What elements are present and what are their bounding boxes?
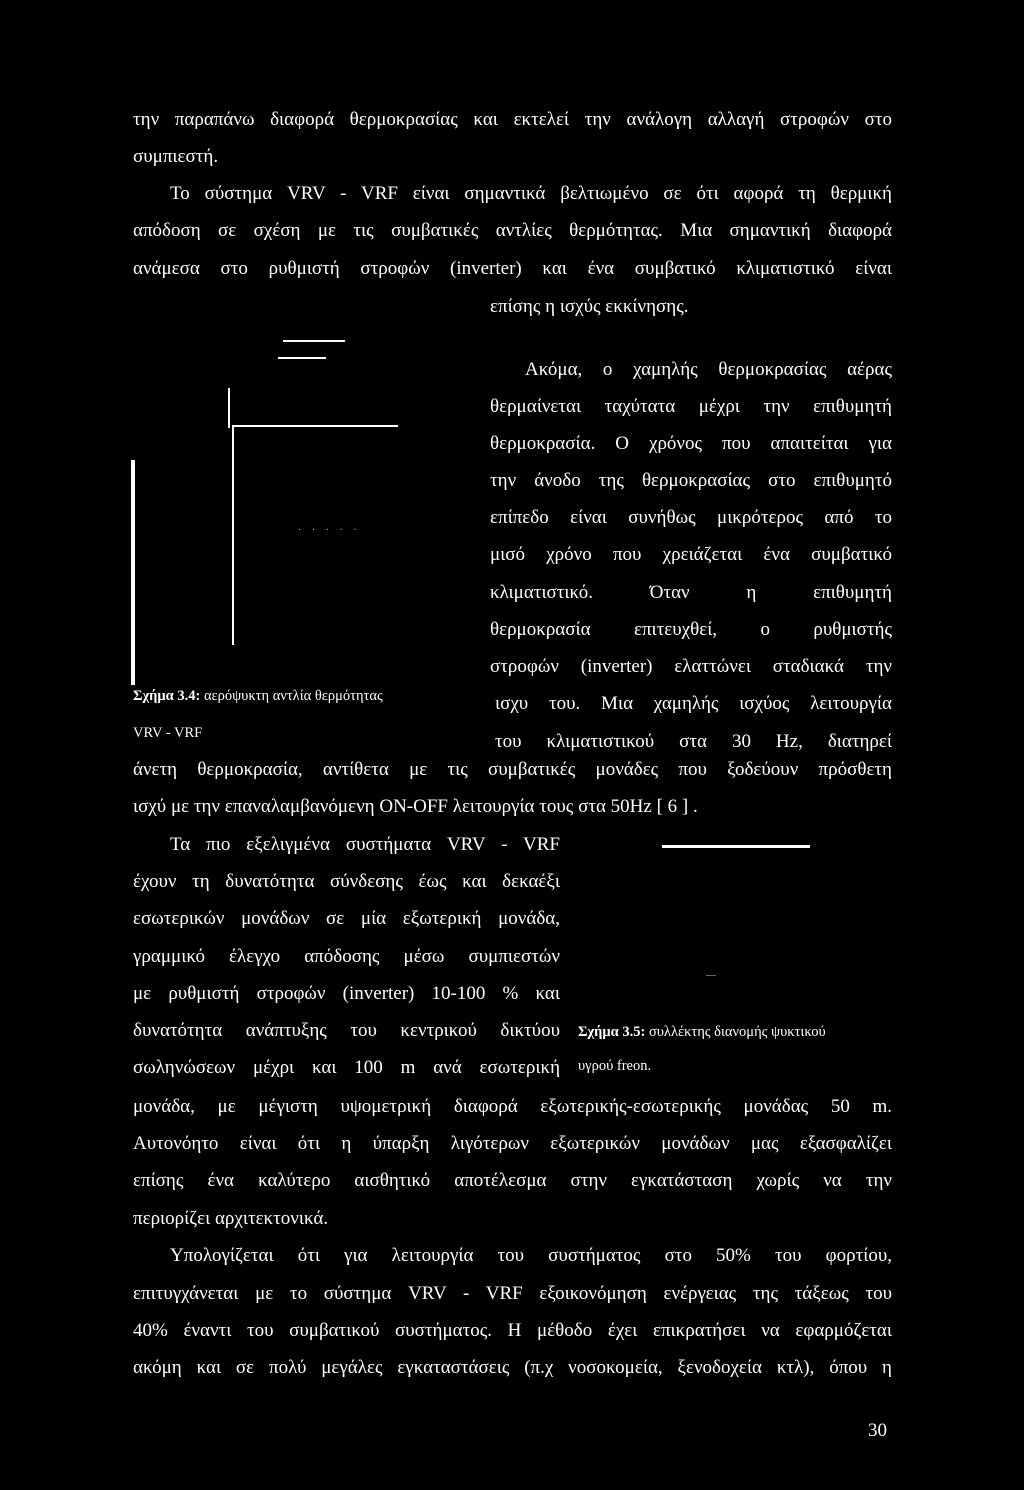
figure-label: Σχήμα 3.4: — [133, 688, 201, 704]
text-line: μισό χρόνο που χρειάζεται ένα συμβατικό — [490, 544, 892, 565]
figure-line — [232, 425, 234, 645]
text-line: Αυτονόητο είναι ότι η ύπαρξη λιγότερων εξωτερικών μονάδων μας εξασφαλίζει — [133, 1133, 892, 1154]
figure-3-4-caption — [133, 684, 383, 708]
figure-line — [283, 340, 345, 342]
figure-dots: · · · · · — [298, 525, 361, 536]
text-line: περιορίζει αρχιτεκτονικά. — [133, 1208, 329, 1229]
figure-line — [228, 388, 230, 428]
figure-dots: — — [706, 970, 717, 981]
text-line: σωληνώσεων μέχρι και 100 m ανά εσωτερική — [133, 1057, 560, 1078]
text-line: με ρυθμιστή στροφών (inverter) 10-100 % και — [133, 983, 560, 1004]
text-line: ισχυ του. Μια χαμηλής ισχύος λειτουργία — [495, 693, 892, 714]
text-line: επίσης η ισχύς εκκίνησης. — [490, 296, 689, 317]
text-line: στροφών (inverter) ελαττώνει σταδιακά την — [490, 656, 892, 677]
text-line: άνετη θερμοκρασία, αντίθετα με τις συμβατικές μονάδες που ξοδεύουν πρόσθετη — [133, 759, 892, 780]
figure-3-5-caption — [578, 1020, 826, 1044]
text-line: γραμμικό έλεγχο απόδοσης μέσω συμπιεστών — [133, 946, 560, 967]
text-line: Ακόμα, ο χαμηλής θερμοκρασίας αέρας — [525, 359, 892, 380]
text-line: επιτυγχάνεται με το σύστημα VRV - VRF εξοικονόμηση ενέργειας της τάξεως του — [133, 1283, 892, 1304]
figure-3-5-image — [662, 830, 892, 1015]
figure-3-5-caption-line2: υγρού freon. — [578, 1058, 652, 1074]
text-line: Υπολογίζεται ότι για λειτουργία του συστήματος στο 50% του φορτίου, — [170, 1245, 892, 1266]
text-line: ισχύ με την επαναλαμβανόμενη ON-OFF λειτουργία τους στα 50Hz [ 6 ] . — [133, 796, 698, 817]
text-line: εσωτερικών μονάδων σε μία εξωτερική μονάδα, — [133, 908, 560, 929]
text-line: ανάμεσα στο ρυθμιστή στροφών (inverter) και ένα συμβατικό κλιματιστικό είναι — [133, 258, 892, 279]
text-line: του κλιματιστικού στα 30 Hz, διατηρεί — [495, 731, 892, 752]
figure-label: Σχήμα 3.5: — [578, 1024, 646, 1040]
text-line: μονάδα, με μέγιστη υψομετρική διαφορά εξωτερικής-εσωτερικής μονάδας 50 m. — [133, 1096, 892, 1117]
text-line: θερμοκρασία επιτευχθεί, ο ρυθμιστής — [490, 619, 892, 640]
text-line: δυνατότητα ανάπτυξης του κεντρικού δικτύου — [133, 1020, 560, 1041]
text-line: επίσης ένα καλύτερο αισθητικό αποτέλεσμα στην εγκατάσταση χωρίς να την — [133, 1170, 892, 1191]
figure-3-4-image — [128, 340, 468, 685]
text-line: 40% έναντι του συμβατικού συστήματος. Η μέθοδο έχει επικρατήσει να εφαρμόζεται — [133, 1320, 892, 1341]
figure-line — [232, 425, 398, 427]
page-number: 30 — [868, 1420, 887, 1441]
figure-line — [278, 357, 326, 359]
text-line: έχουν τη δυνατότητα σύνδεσης έως και δεκαέξι — [133, 871, 560, 892]
text-line: θερμοκρασία. Ο χρόνος που απαιτείται για — [490, 433, 892, 454]
text-line: την άνοδο της θερμοκρασίας στο επιθυμητό — [490, 470, 892, 491]
figure-caption-text: συλλέκτης διανομής ψυκτικού — [648, 1024, 826, 1040]
figure-caption-text: αερόψυκτη αντλία θερμότητας — [203, 688, 383, 704]
text-line: θερμαίνεται ταχύτατα μέχρι την επιθυμητή — [490, 396, 892, 417]
figure-line — [662, 845, 810, 848]
figure-line — [131, 460, 135, 685]
text-line: ακόμη και σε πολύ μεγάλες εγκαταστάσεις (π.χ νοσοκομεία, ξενοδοχεία κτλ), όπου η — [133, 1357, 892, 1378]
text-line: Τα πιο εξελιγμένα συστήματα VRV - VRF — [170, 834, 560, 855]
text-line: κλιματιστικό. Όταν η επιθυμητή — [490, 582, 892, 603]
figure-3-4-caption-line2: VRV - VRF — [133, 725, 203, 741]
text-line: συμπιεστή. — [133, 146, 219, 167]
text-line: Το σύστημα VRV - VRF είναι σημαντικά βελτιωμένο σε ότι αφορά τη θερμική — [170, 183, 892, 204]
text-line: την παραπάνω διαφορά θερμοκρασίας και εκτελεί την ανάλογη αλλαγή στροφών στο — [133, 109, 892, 130]
text-line: απόδοση σε σχέση με τις συμβατικές αντλίες θερμότητας. Μια σημαντική διαφορά — [133, 220, 892, 241]
text-line: επίπεδο είναι συνήθως μικρότερος από το — [490, 507, 892, 528]
